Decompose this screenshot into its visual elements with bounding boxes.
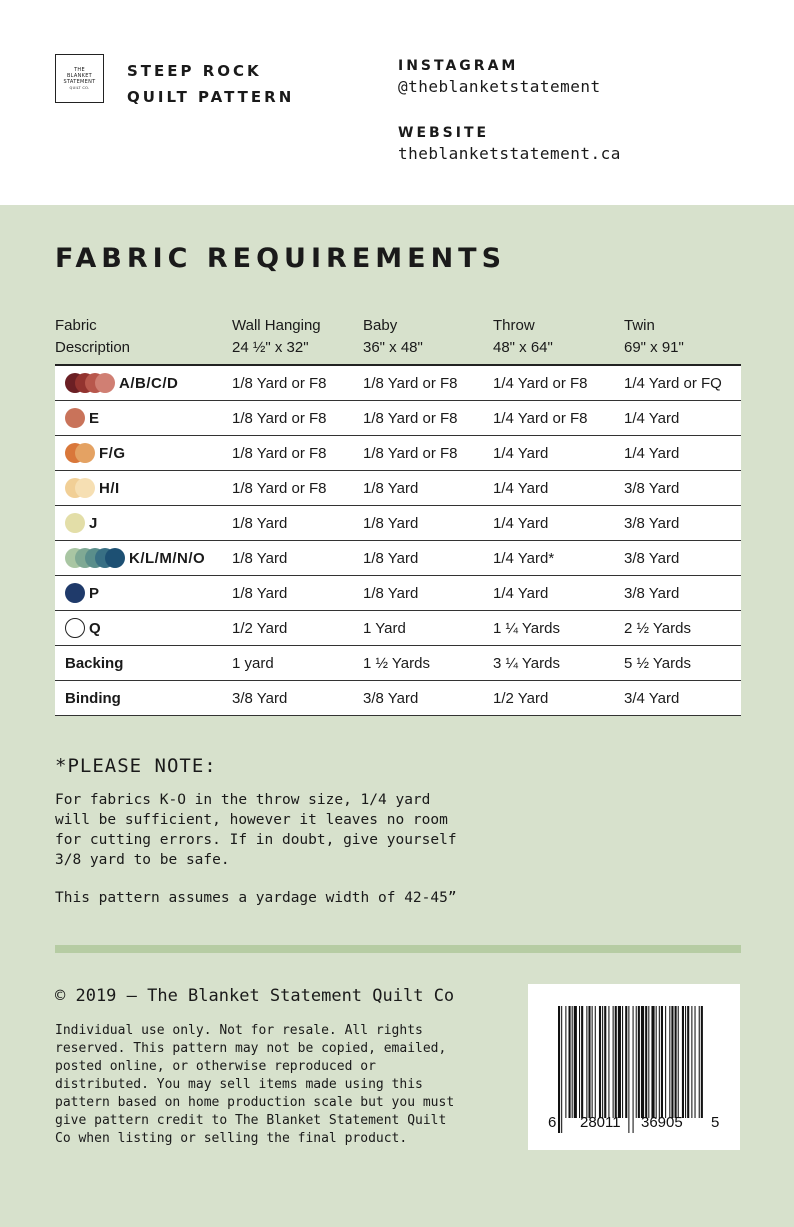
note-line: for cutting errors. If in doubt, give yourself <box>55 832 457 848</box>
fabric-description-cell <box>55 681 232 716</box>
fabric-swatch-dot <box>95 373 115 393</box>
twin-cell: 2 ½ Yards <box>624 611 741 646</box>
baby-cell: 1/8 Yard <box>363 576 493 611</box>
barcode-bar <box>651 1006 654 1118</box>
fabric-requirements-table <box>55 315 741 716</box>
barcode-bar <box>685 1006 686 1118</box>
fabric-swatch-dot <box>65 583 85 603</box>
legal-line: give pattern credit to The Blanket Statement Quilt <box>55 1113 447 1128</box>
table-row <box>55 436 741 471</box>
wall-hanging-cell: 1/8 Yard or F8 <box>232 365 363 401</box>
table-row <box>55 365 741 401</box>
barcode-bar <box>615 1006 617 1118</box>
wall-hanging-cell: 1/8 Yard or F8 <box>232 471 363 506</box>
fabric-swatches <box>65 443 95 463</box>
note-body <box>55 790 525 870</box>
legal-line: pattern based on home production scale but you must <box>55 1095 455 1110</box>
barcode <box>528 984 740 1150</box>
barcode-bar <box>691 1006 692 1118</box>
throw-cell: 3 ¼ Yards <box>493 646 624 681</box>
fabric-description-cell <box>55 506 232 541</box>
baby-cell: 1/8 Yard or F8 <box>363 436 493 471</box>
barcode-bar <box>565 1006 566 1118</box>
fabric-swatch-dot <box>65 513 85 533</box>
twin-cell: 3/8 Yard <box>624 576 741 611</box>
barcode-bar <box>558 1006 560 1133</box>
barcode-bar <box>638 1006 640 1118</box>
baby-cell: 1/8 Yard <box>363 506 493 541</box>
wall-hanging-cell: 3/8 Yard <box>232 681 363 716</box>
instagram-block <box>398 58 601 96</box>
fabric-swatches <box>65 618 85 638</box>
fabric-description-cell <box>55 365 232 401</box>
barcode-bar <box>695 1006 696 1118</box>
barcode-bar <box>645 1006 647 1118</box>
barcode-bar <box>678 1006 679 1118</box>
barcode-bar <box>602 1006 603 1118</box>
website-block <box>398 125 621 163</box>
legal-line: Co when listing or selling the final product. <box>55 1131 408 1146</box>
barcode-bar <box>569 1006 571 1118</box>
header-baby: Baby 36" x 48" <box>363 317 423 356</box>
wall-hanging-cell: 1/8 Yard or F8 <box>232 401 363 436</box>
fabric-code: Q <box>89 619 102 637</box>
header-wall-hanging: Wall Hanging 24 ½" x 32" <box>232 317 321 356</box>
fabric-swatches <box>65 408 85 428</box>
logo-text-2: BLANKET <box>66 72 93 79</box>
fabric-swatches <box>65 583 85 603</box>
fabric-swatch-dot <box>65 408 85 428</box>
legal-text <box>55 1022 510 1148</box>
barcode-bar <box>592 1006 593 1118</box>
barcode-bar <box>561 1006 562 1133</box>
website-link[interactable]: theblanketstatement.ca <box>398 144 621 163</box>
twin-cell: 1/4 Yard <box>624 436 741 471</box>
fabric-code: H/I <box>99 479 120 497</box>
header <box>0 0 794 205</box>
barcode-bar <box>671 1006 673 1118</box>
fabric-code: Binding <box>65 689 121 707</box>
fabric-swatches <box>65 548 125 568</box>
barcode-bar <box>599 1006 601 1118</box>
barcode-bar <box>675 1006 677 1118</box>
barcode-bar <box>618 1006 621 1118</box>
table-row <box>55 646 741 681</box>
barcode-digits-left: 28011 <box>580 1114 621 1131</box>
fabric-description-cell <box>55 611 232 646</box>
wall-hanging-cell: 1/8 Yard <box>232 506 363 541</box>
table-header-row <box>55 315 741 365</box>
fabric-code: F/G <box>99 444 126 462</box>
brand-logo <box>55 54 104 103</box>
baby-cell: 1 Yard <box>363 611 493 646</box>
logo-text-4: QUILT CO. <box>69 85 90 90</box>
wall-hanging-cell: 1/8 Yard or F8 <box>232 436 363 471</box>
table-row <box>55 611 741 646</box>
legal-line: distributed. You may sell items made using this <box>55 1077 423 1092</box>
instagram-label: INSTAGRAM <box>398 58 519 74</box>
barcode-bar <box>669 1006 670 1118</box>
throw-cell: 1/4 Yard* <box>493 541 624 576</box>
barcode-digits-right: 36905 <box>641 1114 683 1131</box>
legal-line: reserved. This pattern may not be copied, emailed, <box>55 1041 447 1056</box>
twin-cell: 3/4 Yard <box>624 681 741 716</box>
throw-cell: 1/4 Yard <box>493 436 624 471</box>
baby-cell: 1 ½ Yards <box>363 646 493 681</box>
fabric-swatch-dot <box>65 618 85 638</box>
copyright: © 2019 – The Blanket Statement Quilt Co <box>55 986 455 1006</box>
barcode-bar <box>588 1006 590 1118</box>
fabric-code: P <box>89 584 100 602</box>
baby-cell: 1/8 Yard or F8 <box>363 401 493 436</box>
twin-cell: 1/4 Yard or FQ <box>624 365 741 401</box>
fabric-swatches <box>65 478 95 498</box>
barcode-bar <box>687 1006 689 1118</box>
note-line: For fabrics K-O in the throw size, 1/4 yard <box>55 792 431 808</box>
barcode-bar <box>579 1006 580 1118</box>
fabric-description-cell <box>55 401 232 436</box>
legal-line: Individual use only. Not for resale. All rights <box>55 1023 423 1038</box>
yardage-note: This pattern assumes a yardage width of 42-45” <box>55 890 457 906</box>
barcode-bar <box>574 1006 577 1118</box>
barcode-bar <box>572 1006 573 1118</box>
instagram-handle[interactable]: @theblanketstatement <box>398 77 601 96</box>
table-row <box>55 401 741 436</box>
note-title: *PLEASE NOTE: <box>55 755 217 777</box>
fabric-swatch-dot <box>75 478 95 498</box>
fabric-description-cell <box>55 646 232 681</box>
throw-cell: 1/4 Yard or F8 <box>493 365 624 401</box>
fabric-code: E <box>89 409 100 427</box>
barcode-bar <box>633 1006 634 1133</box>
wall-hanging-cell: 1/8 Yard <box>232 576 363 611</box>
note-line: 3/8 yard to be safe. <box>55 852 230 868</box>
barcode-bar <box>648 1006 649 1118</box>
pattern-title-line2: QUILT PATTERN <box>127 88 295 106</box>
table-row <box>55 506 741 541</box>
fabric-swatches <box>65 373 115 393</box>
throw-cell: 1/4 Yard or F8 <box>493 401 624 436</box>
divider <box>55 945 741 953</box>
table-body <box>55 365 741 716</box>
header-twin: Twin 69" x 91" <box>624 317 684 356</box>
pattern-title <box>127 58 294 110</box>
logo-text-1: THE <box>74 66 85 73</box>
barcode-bar <box>628 1006 629 1133</box>
baby-cell: 1/8 Yard or F8 <box>363 365 493 401</box>
twin-cell: 3/8 Yard <box>624 506 741 541</box>
barcode-bar <box>659 1006 660 1118</box>
fabric-description-cell <box>55 471 232 506</box>
wall-hanging-cell: 1 yard <box>232 646 363 681</box>
throw-cell: 1/4 Yard <box>493 506 624 541</box>
barcode-bar <box>661 1006 663 1118</box>
barcode-bar <box>636 1006 637 1118</box>
logo-text-3: STATEMENT <box>63 78 96 85</box>
barcode-bar <box>586 1006 587 1118</box>
barcode-digit-check: 5 <box>711 1114 720 1131</box>
twin-cell: 5 ½ Yards <box>624 646 741 681</box>
barcode-graphic <box>528 984 740 1150</box>
fabric-swatches <box>65 513 85 533</box>
pattern-title-line1: STEEP ROCK <box>127 62 262 80</box>
barcode-bar <box>608 1006 609 1118</box>
throw-cell: 1/4 Yard <box>493 576 624 611</box>
baby-cell: 3/8 Yard <box>363 681 493 716</box>
throw-cell: 1 ¼ Yards <box>493 611 624 646</box>
fabric-code: Backing <box>65 654 124 672</box>
fabric-swatch-dot <box>105 548 125 568</box>
table-row <box>55 681 741 716</box>
fabric-description-cell <box>55 576 232 611</box>
barcode-bar <box>625 1006 627 1118</box>
barcode-digit-lead: 6 <box>548 1114 557 1131</box>
fabric-description-cell <box>55 436 232 471</box>
barcode-bar <box>682 1006 684 1118</box>
barcode-bar <box>699 1006 700 1118</box>
barcode-bar <box>641 1006 644 1118</box>
fabric-description-cell <box>55 541 232 576</box>
header-throw: Throw 48" x 64" <box>493 317 553 356</box>
table-row <box>55 541 741 576</box>
barcode-bar <box>701 1006 703 1118</box>
throw-cell: 1/2 Yard <box>493 681 624 716</box>
section-title: FABRIC REQUIREMENTS <box>55 243 507 274</box>
barcode-bar <box>604 1006 606 1118</box>
baby-cell: 1/8 Yard <box>363 471 493 506</box>
website-label: WEBSITE <box>398 125 490 141</box>
fabric-code: K/L/M/N/O <box>129 549 206 567</box>
twin-cell: 1/4 Yard <box>624 401 741 436</box>
barcode-bar <box>595 1006 596 1118</box>
barcode-bar <box>613 1006 614 1118</box>
baby-cell: 1/8 Yard <box>363 541 493 576</box>
fabric-code: A/B/C/D <box>119 374 179 392</box>
wall-hanging-cell: 1/8 Yard <box>232 541 363 576</box>
fabric-swatch-dot <box>75 443 95 463</box>
twin-cell: 3/8 Yard <box>624 471 741 506</box>
barcode-bar <box>656 1006 657 1118</box>
table-row <box>55 576 741 611</box>
table-row <box>55 471 741 506</box>
barcode-bar <box>581 1006 583 1118</box>
wall-hanging-cell: 1/2 Yard <box>232 611 363 646</box>
barcode-bar <box>665 1006 666 1118</box>
twin-cell: 3/8 Yard <box>624 541 741 576</box>
header-fabric: Fabric Description <box>55 317 131 356</box>
note-line: will be sufficient, however it leaves no room <box>55 812 448 828</box>
fabric-code: J <box>89 514 98 532</box>
legal-line: posted online, or otherwise reproduced or <box>55 1059 376 1074</box>
throw-cell: 1/4 Yard <box>493 471 624 506</box>
barcode-bar <box>622 1006 623 1118</box>
